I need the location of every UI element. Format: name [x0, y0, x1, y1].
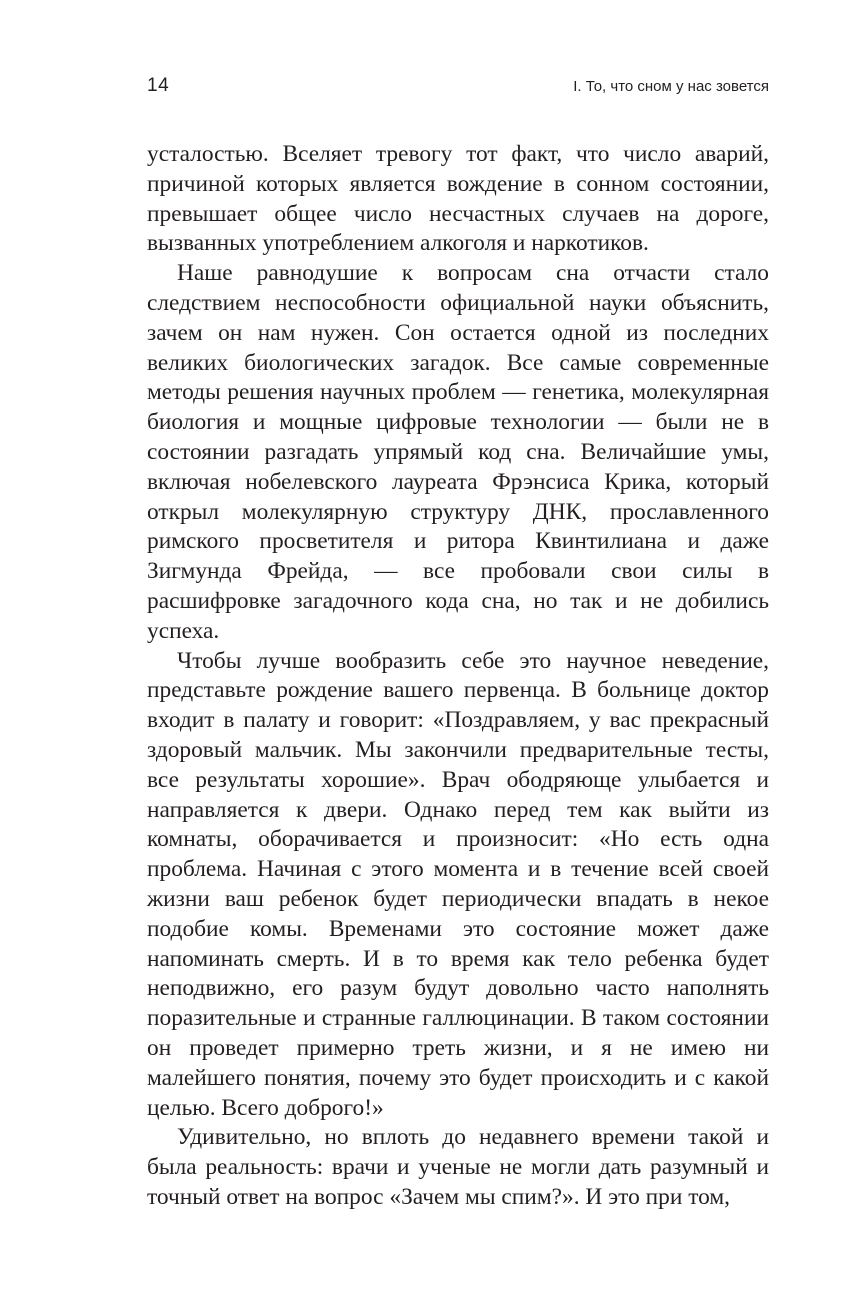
page-number: 14	[147, 75, 170, 96]
paragraph: усталостью. Вселяет тревогу тот факт, что число аварий, причиной которых является вождение в сонном состоянии, превышает общее число несчастных случаев на дороге, вызванных употреблением алкоголя и наркотиков.	[147, 141, 769, 257]
body-text	[147, 140, 769, 1213]
paragraph: Чтобы лучше вообразить себе это научное неведение, представьте рождение вашего первенца. В больнице доктор входит в палату и говорит: «Поздравляем, у вас прекрасный здоровый мальчик. Мы закончили предварительные тесты, все результаты хорошие». Врач ободряюще улыбается и направляется к двери. Однако перед тем как выйти из комнаты, оборачивается и произносит: «Но есть одна проблема. Начиная с этого момента и в течение всей своей жизни ваш ребенок будет периодически впадать в некое подобие комы. Временами это состояние может даже напоминать смерть. И в то время как тело ребенка будет неподвижно, его разум будут довольно часто наполнять поразительные и странные галлюцинации. В таком состоянии он проведет примерно треть жизни, и я не имею ни малейшего понятия, почему это будет происходить и с какой целью. Всего доброго!»	[147, 647, 769, 1121]
running-head	[147, 72, 769, 100]
chapter-title: I. То, что сном у нас зовется	[573, 77, 769, 95]
paragraph: Удивительно, но вплоть до недавнего времени такой и была реальность: врачи и ученые не могли дать разумный и точный ответ на вопрос «Зачем мы спим?». И это при том,	[147, 1124, 769, 1210]
paragraph: Наше равнодушие к вопросам сна отчасти стало следствием неспособности официальной науки объяснить, зачем он нам нужен. Сон остается одной из последних великих биологических загадок. Все самые современные методы решения научных проблем — генетика, молекулярная биология и мощные цифровые технологии — были не в состоянии разгадать упрямый код сна. Величайшие умы, включая нобелевского лауреата Фрэнсиса Крика, который открыл молекулярную структуру ДНК, прославленного римского просветителя и ритора Квинтилиана и даже Зигмунда Фрейда, — все пробовали свои силы в расшифровке загадочного кода сна, но так и не добились успеха.	[147, 260, 769, 644]
